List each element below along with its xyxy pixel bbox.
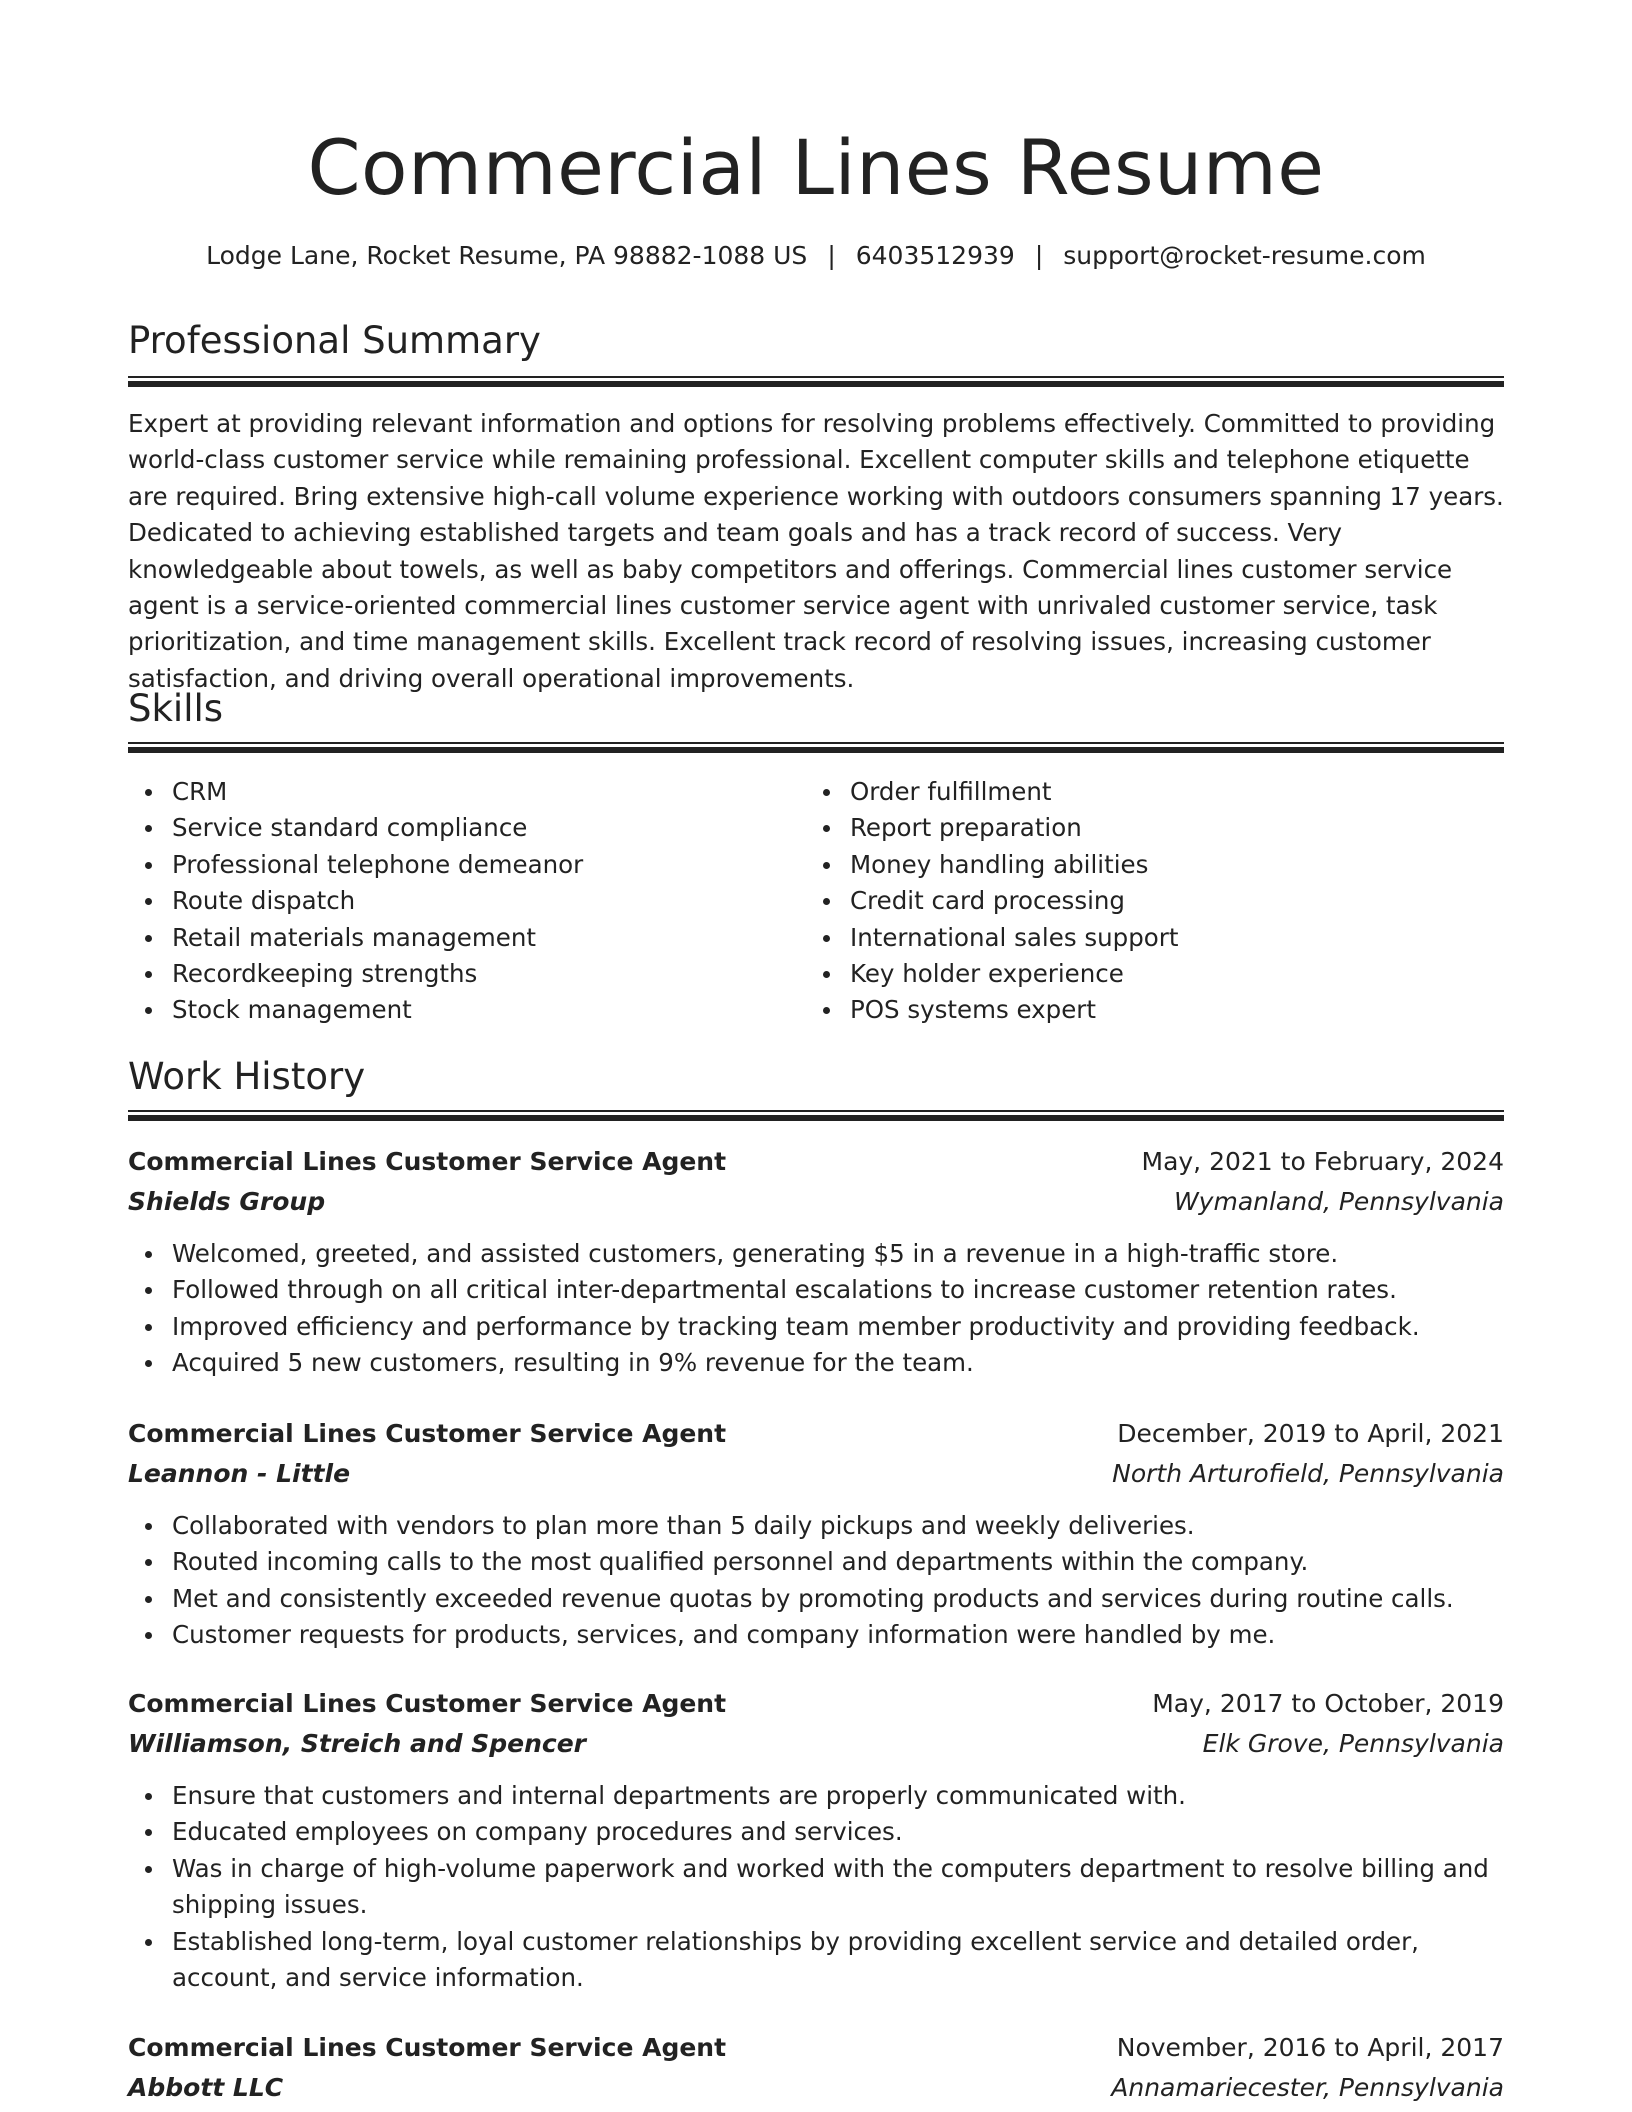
job-entry (128, 1414, 1504, 1654)
job-company: Abbott LLC (128, 2073, 284, 2102)
job-bullet: Ensure that customers and internal departments are properly communicated with. (172, 1778, 1504, 1814)
job-bullet: Was in charge of high-volume paperwork and worked with the computers department to resolve billing and shipping issues. (172, 1851, 1504, 1924)
job-bullet: Established long-term, loyal customer relationships by providing excellent service and detailed order, account, and service information. (172, 1924, 1504, 1997)
skill-item: Stock management (172, 992, 808, 1028)
job-bullet: Followed through on all critical inter-departmental escalations to increase customer retention rates. (172, 1272, 1504, 1308)
skills-column-right (806, 774, 1486, 1029)
skill-item: International sales support (850, 920, 1486, 956)
job-title: Commercial Lines Customer Service Agent (128, 1689, 727, 1718)
job-dates: May, 2017 to October, 2019 (1152, 1689, 1504, 1718)
skills-section-header (128, 686, 1504, 732)
job-title: Commercial Lines Customer Service Agent (128, 2033, 727, 2062)
job-bullet: Welcomed, greeted, and assisted customers, generating $5 in a revenue in a high-traffic store. (172, 1236, 1504, 1272)
job-bullets (128, 1778, 1504, 1996)
section-divider (128, 742, 1504, 753)
skill-item: POS systems expert (850, 992, 1486, 1028)
skill-item: Route dispatch (172, 883, 808, 919)
job-dates: December, 2019 to April, 2021 (1117, 1419, 1504, 1448)
job-entry (128, 1684, 1504, 1996)
job-bullet: Met and consistently exceeded revenue quotas by promoting products and services during routine calls. (172, 1581, 1504, 1617)
job-entry (128, 1142, 1504, 1382)
summary-text: Expert at providing relevant information and options for resolving problems effectively. Committed to providing world-class customer service while remaining professional. Excellent computer skills and telephone etiquette are required. Bring extensive high-call volume experience working with outdoors consumers spanning 17 years. Dedicated to achieving established targets and team goals and has a track record of success. Very knowledgeable about towels, as well as baby competitors and offerings. Commercial lines customer service agent is a service-oriented commercial lines customer service agent with unrivaled customer service, task prioritization, and time management skills. Excellent track record of resolving issues, increasing customer satisfaction, and driving overall operational improvements. (128, 409, 1504, 693)
skill-item: Professional telephone demeanor (172, 847, 808, 883)
contact-line (128, 238, 1504, 274)
summary-heading: Professional Summary (128, 319, 541, 362)
job-bullets (128, 1236, 1504, 1382)
skill-item: CRM (172, 774, 808, 810)
job-company: Shields Group (128, 1187, 326, 1216)
contact-phone: 6403512939 (855, 241, 1015, 270)
skill-item: Service standard compliance (172, 810, 808, 846)
job-bullet: Customer requests for products, services, and company information were handled by me. (172, 1617, 1504, 1653)
contact-separator: | (827, 241, 836, 270)
skill-item: Order fulfillment (850, 774, 1486, 810)
job-bullet: Educated employees on company procedures and services. (172, 1814, 1504, 1850)
skills-heading: Skills (128, 687, 224, 730)
job-location: Elk Grove, Pennsylvania (1202, 1729, 1504, 1758)
section-divider (128, 376, 1504, 387)
job-location: Annamariecester, Pennsylvania (1111, 2073, 1504, 2102)
work-heading: Work History (128, 1055, 366, 1098)
skill-item: Recordkeeping strengths (172, 956, 808, 992)
job-location: Wymanland, Pennsylvania (1173, 1187, 1504, 1216)
job-entry (128, 2028, 1504, 2108)
summary-section-header (128, 318, 1504, 364)
contact-email[interactable]: support@rocket-resume.com (1063, 241, 1426, 270)
work-section-header (128, 1054, 1504, 1100)
job-title: Commercial Lines Customer Service Agent (128, 1419, 727, 1448)
skill-item: Money handling abilities (850, 847, 1486, 883)
job-company: Leannon - Little (128, 1459, 351, 1488)
job-dates: May, 2021 to February, 2024 (1141, 1147, 1504, 1176)
contact-separator: | (1034, 241, 1044, 270)
skills-column-left (128, 774, 808, 1029)
job-title: Commercial Lines Customer Service Agent (128, 1147, 727, 1176)
job-bullets (128, 1508, 1504, 1654)
skill-item: Key holder experience (850, 956, 1486, 992)
job-dates: November, 2016 to April, 2017 (1116, 2033, 1504, 2062)
contact-address: Lodge Lane, Rocket Resume, PA 98882-1088 US (206, 241, 808, 270)
skill-item: Report preparation (850, 810, 1486, 846)
job-bullet: Collaborated with vendors to plan more than 5 daily pickups and weekly deliveries. (172, 1508, 1504, 1544)
job-bullet: Improved efficiency and performance by tracking team member productivity and providing feedback. (172, 1309, 1504, 1345)
resume-title: Commercial Lines Resume (307, 123, 1325, 212)
job-location: North Arturofield, Pennsylvania (1112, 1459, 1504, 1488)
section-divider (128, 1110, 1504, 1121)
job-bullet: Routed incoming calls to the most qualified personnel and departments within the company. (172, 1544, 1504, 1580)
skill-item: Credit card processing (850, 883, 1486, 919)
job-company: Williamson, Streich and Spencer (128, 1729, 586, 1758)
job-bullet: Acquired 5 new customers, resulting in 9% revenue for the team. (172, 1345, 1504, 1381)
skill-item: Retail materials management (172, 920, 808, 956)
